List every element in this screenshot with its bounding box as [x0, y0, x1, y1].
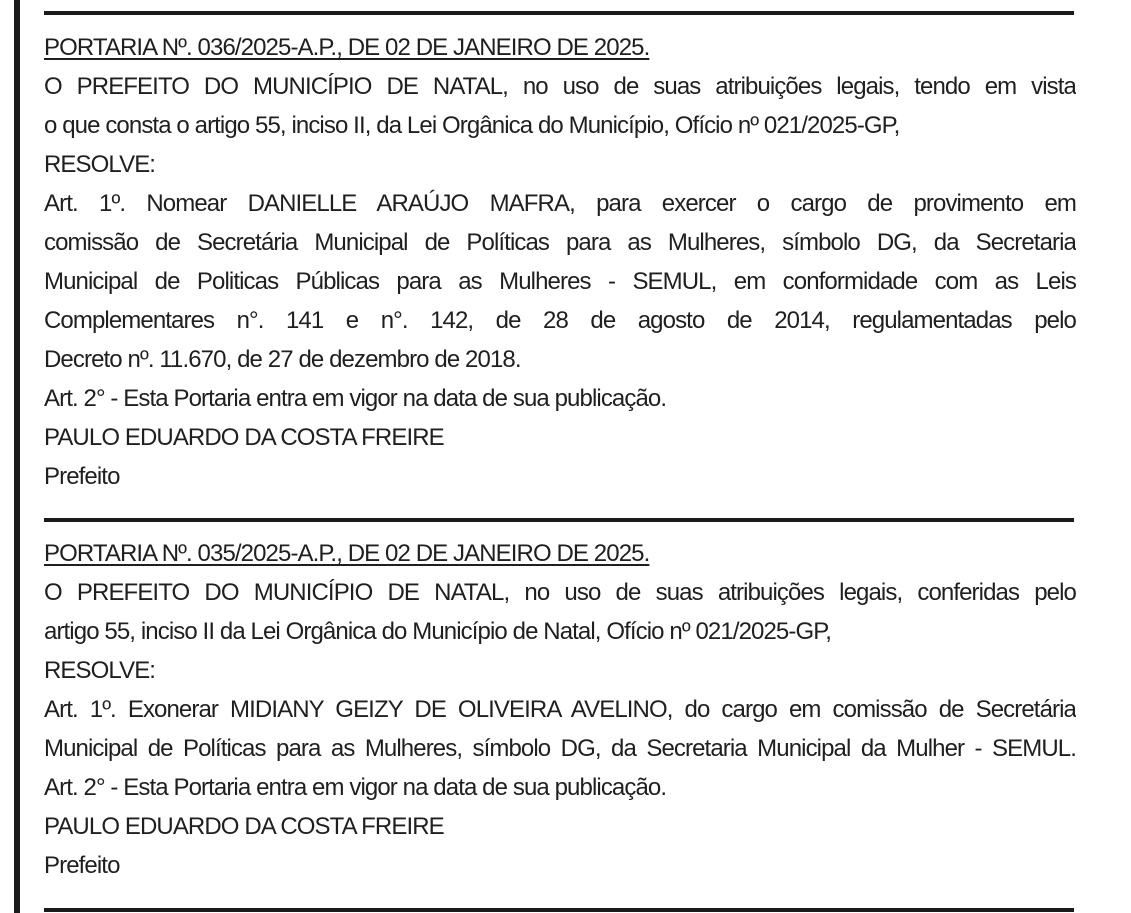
portaria-title: PORTARIA Nº. 036/2025-A.P., DE 02 DE JANEIRO DE 2025.: [44, 34, 650, 61]
page-left-border: [14, 0, 20, 913]
signatory-name: PAULO EDUARDO DA COSTA FREIRE: [44, 424, 444, 451]
preamble-line: o que consta o artigo 55, inciso II, da Lei Orgânica do Município, Ofício nº 021/2025-GP,: [44, 112, 900, 139]
bottom-divider: [44, 908, 1074, 912]
portaria-036-block: [44, 28, 1076, 496]
resolve-label: RESOLVE:: [44, 657, 156, 684]
article-1-line: Art. 1º. Exonerar MIDIANY GEIZY DE OLIVEIRA AVELINO, do cargo em comissão de Secretária: [44, 696, 1076, 723]
signatory-name: PAULO EDUARDO DA COSTA FREIRE: [44, 813, 444, 840]
article-1-line: Municipal de Políticas para as Mulheres, símbolo DG, da Secretaria Municipal da Mulher - SEMUL.: [44, 735, 1076, 762]
preamble-line: artigo 55, inciso II da Lei Orgânica do Município de Natal, Ofício nº 021/2025-GP,: [44, 618, 832, 645]
middle-divider: [44, 518, 1074, 522]
article-1-line: Art. 1º. Nomear DANIELLE ARAÚJO MAFRA, para exercer o cargo de provimento em: [44, 190, 1076, 217]
article-2: Art. 2° - Esta Portaria entra em vigor na data de sua publicação.: [44, 385, 667, 412]
preamble-line: O PREFEITO DO MUNICÍPIO DE NATAL, no uso de suas atribuições legais, conferidas pelo: [44, 579, 1076, 606]
article-2: Art. 2° - Esta Portaria entra em vigor na data de sua publicação.: [44, 774, 667, 801]
portaria-title: PORTARIA Nº. 035/2025-A.P., DE 02 DE JANEIRO DE 2025.: [44, 540, 650, 567]
signatory-role: Prefeito: [44, 852, 120, 879]
article-1-line: Decreto nº. 11.670, de 27 de dezembro de 2018.: [44, 346, 521, 373]
article-1-line: Complementares n°. 141 e n°. 142, de 28 de agosto de 2014, regulamentadas pelo: [44, 307, 1076, 334]
article-1-line: Municipal de Politicas Públicas para as Mulheres - SEMUL, em conformidade com as Leis: [44, 268, 1076, 295]
article-1-line: comissão de Secretária Municipal de Políticas para as Mulheres, símbolo DG, da Secretaria: [44, 229, 1076, 256]
preamble-line: O PREFEITO DO MUNICÍPIO DE NATAL, no uso de suas atribuições legais, tendo em vista: [44, 73, 1076, 100]
resolve-label: RESOLVE:: [44, 151, 156, 178]
top-divider: [44, 11, 1074, 15]
portaria-035-block: [44, 534, 1076, 885]
signatory-role: Prefeito: [44, 463, 120, 490]
